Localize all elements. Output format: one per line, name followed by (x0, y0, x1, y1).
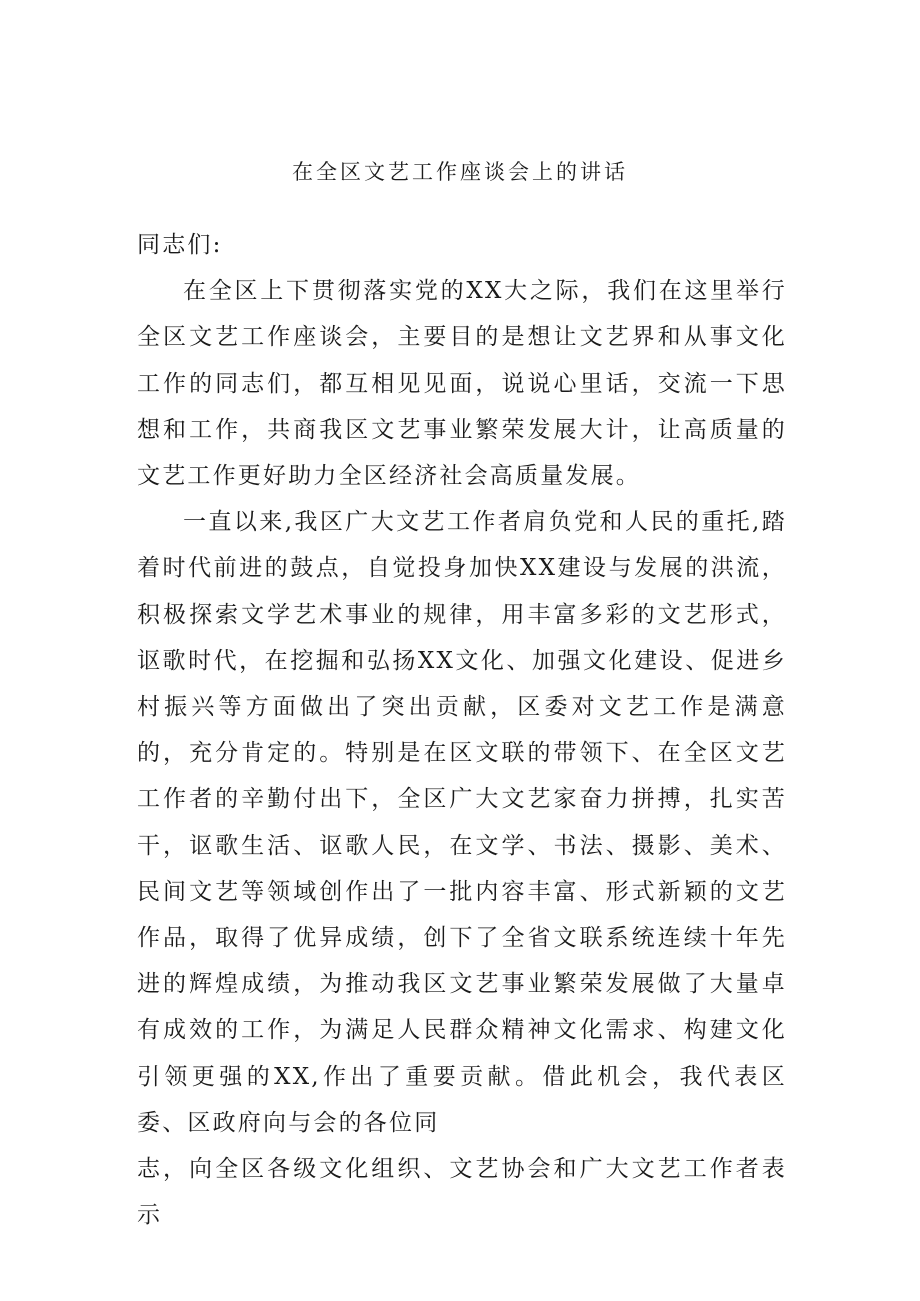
greeting: 同志们: (137, 232, 223, 258)
paragraph-2: 一直以来,我区广大文艺工作者肩负党和人民的重托,踏着时代前进的鼓点，自觉投身加快XX建设与发展的洪流，积极探索文学艺术事业的规律，用丰富多彩的文艺形式，讴歌时代，在挖掘和弘扬XX文化、加强文化建设、促进乡村振兴等方面做出了突出贡献，区委对文艺工作是满意的，充分肯定的。特别是在区文联的带领下、在全区文艺工作者的辛勤付出下，全区广大文艺家奋力拼搏，扎实苦干，讴歌生活、讴歌人民，在文学、书法、摄影、美术、民间文艺等领域创作出了一批内容丰富、形式新颖的文艺作品，取得了优异成绩，创下了全省文联系统连续十年先进的辉煌成绩，为推动我区文艺事业繁荣发展做了大量卓有成效的工作，为满足人民群众精神文化需求、构建文化引领更强的XX,作出了重要贡献。借此机会，我代表区委、区政府向与会的各位同 (137, 509, 787, 1136)
paragraph-continuation: 志，向全区各级文化组织、文艺协会和广大文艺工作者表示 (137, 1156, 787, 1229)
document-title: 在全区文艺工作座谈会上的讲话 (292, 160, 628, 184)
document-body (137, 222, 787, 1238)
paragraph-1: 在全区上下贯彻落实党的XX大之际，我们在这里举行全区文艺工作座谈会，主要目的是想让文艺界和从事文化工作的同志们，都互相见见面，说说心里话，交流一下思想和工作，共商我区文艺事业繁荣发展大计，让高质量的文艺工作更好助力全区经济社会高质量发展。 (137, 278, 787, 490)
